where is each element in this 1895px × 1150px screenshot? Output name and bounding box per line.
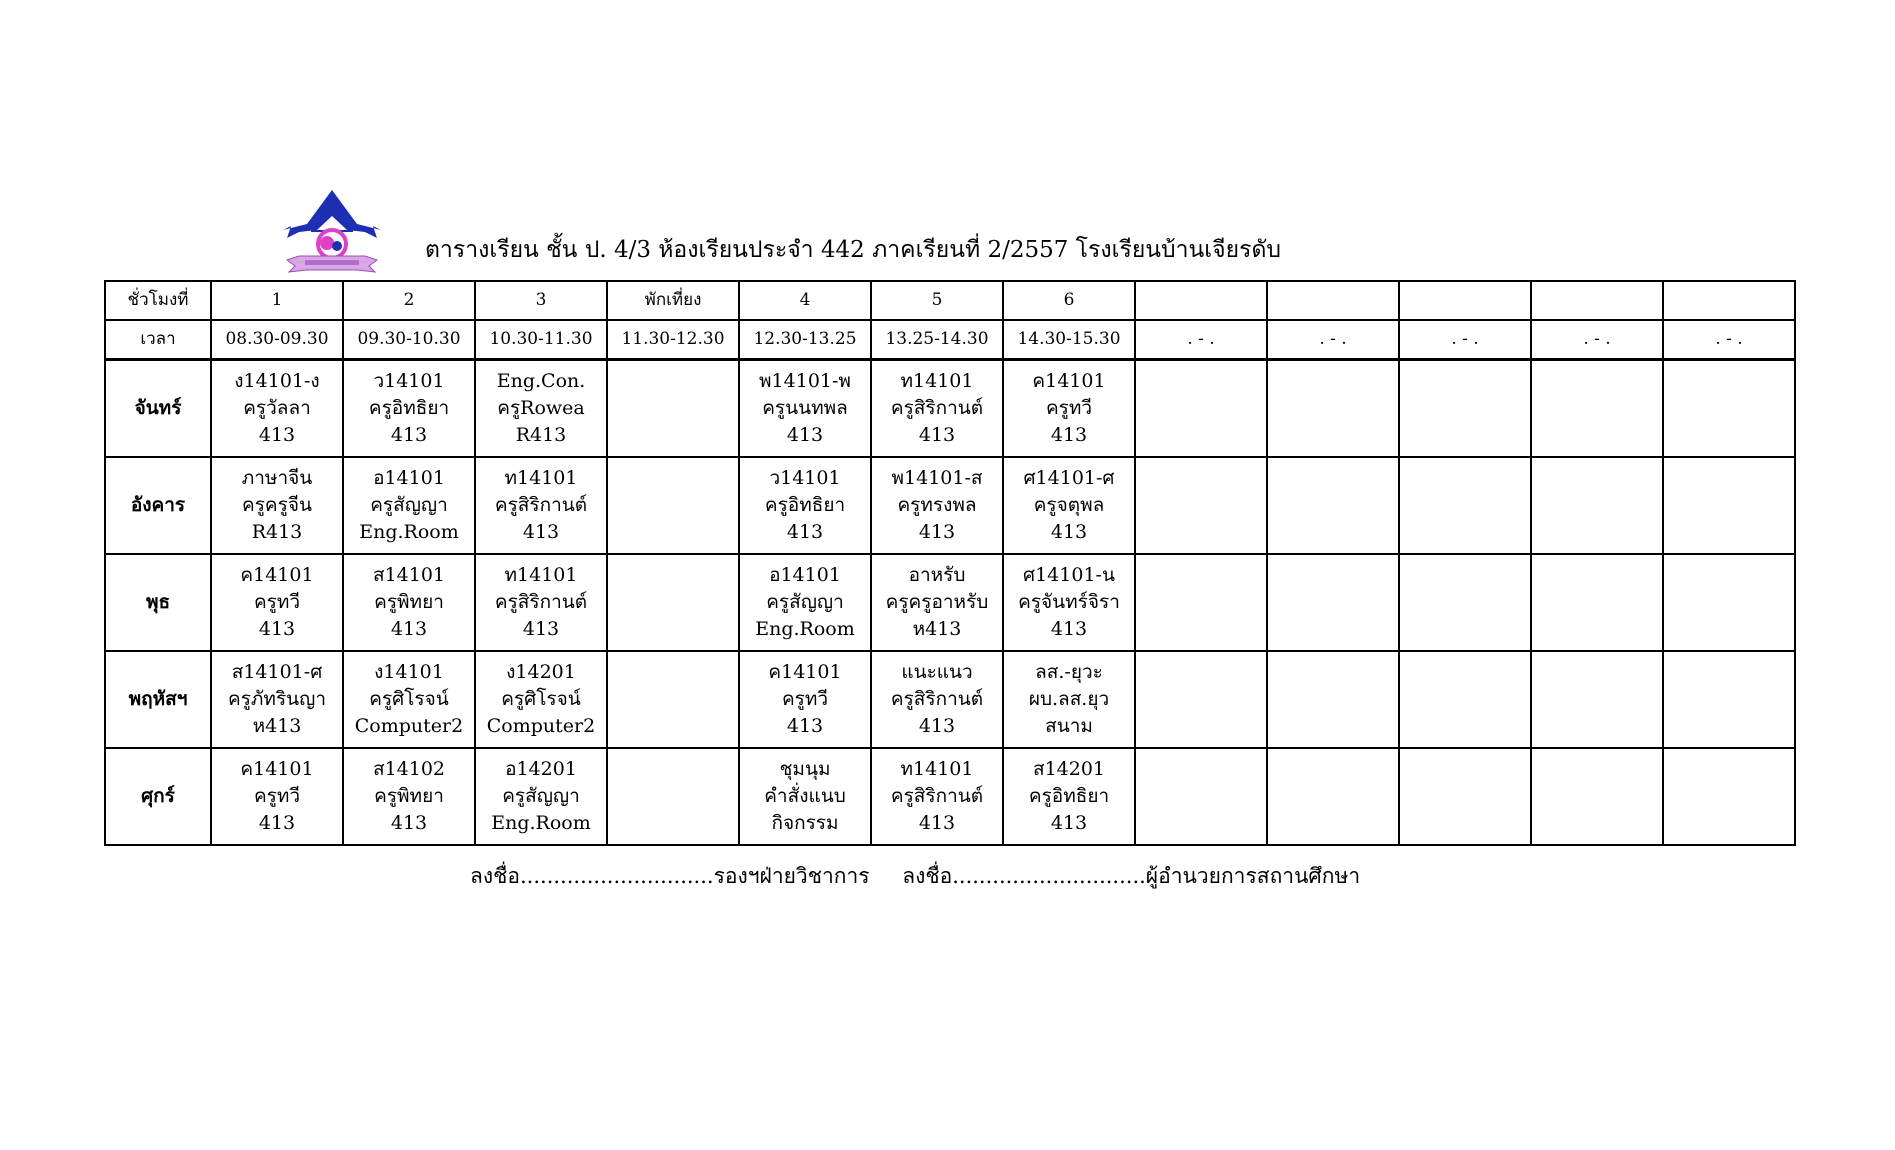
- period-header-cell: 1: [211, 281, 343, 320]
- schedule-table: [104, 280, 1796, 846]
- class-cell-line: Computer2: [486, 715, 596, 737]
- class-cell: [1267, 651, 1399, 748]
- class-cell-line: สนาม: [1045, 715, 1093, 737]
- class-cell-line: พ14101-ส: [891, 467, 983, 489]
- class-cell-line: 413: [786, 521, 824, 543]
- class-cell-line: ครูสิริกานต์: [890, 397, 984, 419]
- class-cell: [1003, 360, 1135, 458]
- day-row: [105, 360, 1795, 458]
- school-emblem-icon: [277, 186, 387, 276]
- class-cell: [739, 554, 871, 651]
- class-cell-line: ครูครูอาหรับ: [885, 591, 989, 613]
- day-row: [105, 554, 1795, 651]
- class-cell-line: 413: [390, 618, 428, 640]
- class-cell-line: ครูจันทร์จิรา: [1018, 591, 1120, 613]
- class-cell: [475, 554, 607, 651]
- class-cell: [1531, 651, 1663, 748]
- class-cell-line: ลส.-ยุวะ: [1035, 661, 1103, 683]
- class-cell: [1531, 457, 1663, 554]
- day-name: พุธ: [105, 554, 211, 651]
- class-cell-line: ครูภัทรินญา: [227, 688, 326, 710]
- class-cell: [475, 360, 607, 458]
- class-cell-line: ครูอิทธิยา: [764, 494, 846, 516]
- time-cell: . - .: [1399, 320, 1531, 360]
- time-cell: 08.30-09.30: [211, 320, 343, 360]
- class-cell-line: ครูทวี: [253, 591, 301, 613]
- class-cell-line: 413: [390, 812, 428, 834]
- class-cell-line: ครูครูจีน: [242, 494, 312, 516]
- class-cell: [1003, 651, 1135, 748]
- class-cell-line: ภาษาจีน: [241, 467, 313, 489]
- class-cell: [739, 748, 871, 845]
- time-cell: 12.30-13.25: [739, 320, 871, 360]
- time-cell: . - .: [1663, 320, 1795, 360]
- class-cell: [1003, 457, 1135, 554]
- class-cell: [475, 748, 607, 845]
- period-header-cell: [1663, 281, 1795, 320]
- class-cell: [607, 651, 739, 748]
- class-cell-line: ส14102: [372, 758, 446, 780]
- period-header-cell: 4: [739, 281, 871, 320]
- class-cell: [607, 554, 739, 651]
- time-cell: . - .: [1531, 320, 1663, 360]
- signature-academic: ลงชื่อ.............................รองฯฝ่ายวิชาการ: [470, 864, 870, 888]
- period-header-cell: [1135, 281, 1267, 320]
- class-cell-line: ครูสัญญา: [766, 591, 844, 613]
- period-header-cell: 3: [475, 281, 607, 320]
- class-cell: [1267, 748, 1399, 845]
- class-cell-line: ครูRowea: [497, 397, 585, 419]
- class-cell-line: ส14101: [372, 564, 446, 586]
- class-cell: [739, 457, 871, 554]
- class-cell-line: ครูทวี: [1045, 397, 1093, 419]
- class-cell-line: ชุมนุม: [779, 758, 831, 780]
- class-cell-line: 413: [1050, 424, 1088, 446]
- class-cell-line: 413: [1050, 618, 1088, 640]
- period-header-row: [105, 281, 1795, 320]
- class-cell-line: ห413: [912, 618, 962, 640]
- class-cell-line: ง14201: [506, 661, 576, 683]
- class-cell: [1399, 457, 1531, 554]
- class-cell-line: ง14101-ง: [234, 370, 320, 392]
- class-cell-line: Eng.Room: [359, 521, 459, 543]
- day-name: พฤหัสฯ: [105, 651, 211, 748]
- class-cell-line: 413: [918, 521, 956, 543]
- time-cell: 11.30-12.30: [607, 320, 739, 360]
- class-cell-line: พ14101-พ: [759, 370, 851, 392]
- class-cell: [211, 748, 343, 845]
- class-cell: [1135, 457, 1267, 554]
- time-row: [105, 320, 1795, 360]
- class-cell-line: ท14101: [900, 758, 974, 780]
- class-cell: [607, 457, 739, 554]
- class-cell: [475, 457, 607, 554]
- class-cell-line: 413: [918, 812, 956, 834]
- class-cell: [1399, 360, 1531, 458]
- class-cell-line: ท14101: [504, 564, 578, 586]
- class-cell-line: ครูสิริกานต์: [890, 688, 984, 710]
- class-cell: [1531, 360, 1663, 458]
- class-cell: [607, 360, 739, 458]
- class-cell: [1267, 360, 1399, 458]
- class-cell-line: ผบ.ลส.ยุว: [1028, 688, 1110, 710]
- class-cell-line: ท14101: [900, 370, 974, 392]
- period-header-cell: 2: [343, 281, 475, 320]
- class-cell-line: ครูอิทธิยา: [1028, 785, 1110, 807]
- signature-director: ลงชื่อ.............................ผู้อำนวยการสถานศึกษา: [902, 864, 1361, 888]
- class-cell-line: ค14101: [768, 661, 842, 683]
- class-cell-line: กิจกรรม: [771, 812, 839, 834]
- class-cell: [1003, 554, 1135, 651]
- class-cell: [1399, 651, 1531, 748]
- class-cell-line: แนะแนว: [901, 661, 973, 683]
- class-cell-line: ว14101: [373, 370, 445, 392]
- class-cell: [343, 748, 475, 845]
- class-cell-line: 413: [522, 521, 560, 543]
- day-row: [105, 748, 1795, 845]
- class-cell: [211, 651, 343, 748]
- class-cell: [1663, 360, 1795, 458]
- class-cell-line: ครูวัลลา: [243, 397, 311, 419]
- class-cell-line: ว14101: [769, 467, 841, 489]
- class-cell-line: R413: [251, 521, 303, 543]
- class-cell-line: ครูสัญญา: [370, 494, 448, 516]
- day-row: [105, 651, 1795, 748]
- class-cell: [475, 651, 607, 748]
- class-cell: [607, 748, 739, 845]
- class-cell: [739, 651, 871, 748]
- class-cell-line: ห413: [252, 715, 302, 737]
- period-header-cell: [1267, 281, 1399, 320]
- class-cell: [871, 651, 1003, 748]
- class-cell-line: 413: [522, 618, 560, 640]
- class-cell-line: ค14101: [1032, 370, 1106, 392]
- class-cell: [871, 748, 1003, 845]
- time-cell: . - .: [1135, 320, 1267, 360]
- class-cell-line: ครูพิทยา: [374, 591, 444, 613]
- class-cell-line: 413: [918, 715, 956, 737]
- day-name: ศุกร์: [105, 748, 211, 845]
- class-cell-line: ครูสัญญา: [502, 785, 580, 807]
- class-cell-line: ครูทวี: [781, 688, 829, 710]
- class-cell: [1135, 651, 1267, 748]
- class-cell-line: ครูทรงพล: [897, 494, 977, 516]
- class-cell: [1663, 748, 1795, 845]
- class-cell-line: 413: [258, 424, 296, 446]
- class-cell-line: ครูสิริกานต์: [890, 785, 984, 807]
- class-cell-line: ง14101: [374, 661, 444, 683]
- class-cell-line: ครูพิทยา: [374, 785, 444, 807]
- class-cell-line: ครูอิทธิยา: [368, 397, 450, 419]
- class-cell: [1399, 554, 1531, 651]
- class-cell-line: ครูสิริกานต์: [494, 591, 588, 613]
- signature-block: [470, 860, 1360, 893]
- class-cell-line: Computer2: [354, 715, 464, 737]
- class-cell-line: ค14101: [240, 758, 314, 780]
- class-cell: [871, 554, 1003, 651]
- class-cell: [871, 457, 1003, 554]
- class-cell-line: อ14101: [769, 564, 841, 586]
- period-header-label: ชั่วโมงที่: [105, 281, 211, 320]
- class-cell-line: 413: [1050, 812, 1088, 834]
- class-cell: [343, 360, 475, 458]
- class-cell-line: ส14101-ศ: [231, 661, 323, 683]
- class-cell-line: ศ14101-ศ: [1023, 467, 1115, 489]
- time-cell: 10.30-11.30: [475, 320, 607, 360]
- class-cell: [739, 360, 871, 458]
- period-header-cell: [1531, 281, 1663, 320]
- class-cell: [1135, 360, 1267, 458]
- class-cell-line: คำสั่งแนบ: [764, 785, 846, 807]
- class-cell-line: ครูศิโรจน์: [369, 688, 449, 710]
- class-cell-line: ส14201: [1032, 758, 1106, 780]
- class-cell: [343, 457, 475, 554]
- class-cell-line: Eng.Con.: [496, 370, 586, 392]
- class-cell: [1267, 554, 1399, 651]
- class-cell-line: ครูนนทพล: [762, 397, 848, 419]
- class-cell-line: อาหรับ: [908, 564, 966, 586]
- class-cell-line: ศ14101-น: [1023, 564, 1115, 586]
- class-cell: [1135, 748, 1267, 845]
- class-cell-line: ท14101: [504, 467, 578, 489]
- day-name: จันทร์: [105, 360, 211, 458]
- class-cell-line: Eng.Room: [491, 812, 591, 834]
- day-name: อังคาร: [105, 457, 211, 554]
- class-cell-line: ครูจตุพล: [1033, 494, 1105, 516]
- class-cell-line: อ14101: [373, 467, 445, 489]
- class-cell: [1267, 457, 1399, 554]
- period-header-cell: พักเที่ยง: [607, 281, 739, 320]
- class-cell-line: 413: [258, 618, 296, 640]
- class-cell: [1663, 457, 1795, 554]
- class-cell: [871, 360, 1003, 458]
- day-row: [105, 457, 1795, 554]
- class-cell: [343, 554, 475, 651]
- class-cell-line: 413: [786, 715, 824, 737]
- class-cell-line: 413: [258, 812, 296, 834]
- class-cell: [343, 651, 475, 748]
- time-cell: 13.25-14.30: [871, 320, 1003, 360]
- period-header-cell: [1399, 281, 1531, 320]
- class-cell-line: 413: [390, 424, 428, 446]
- class-cell-line: ครูศิโรจน์: [501, 688, 581, 710]
- class-cell: [1663, 651, 1795, 748]
- time-cell: . - .: [1267, 320, 1399, 360]
- period-header-cell: 5: [871, 281, 1003, 320]
- class-cell: [1663, 554, 1795, 651]
- page-title: ตารางเรียน ชั้น ป. 4/3 ห้องเรียนประจำ 442 ภาคเรียนที่ 2/2557 โรงเรียนบ้านเจียรดับ: [425, 237, 1281, 263]
- period-header-cell: 6: [1003, 281, 1135, 320]
- class-cell: [1003, 748, 1135, 845]
- class-cell-line: ครูทวี: [253, 785, 301, 807]
- class-cell: [1531, 748, 1663, 845]
- time-row-label: เวลา: [105, 320, 211, 360]
- time-cell: 09.30-10.30: [343, 320, 475, 360]
- class-cell: [211, 457, 343, 554]
- time-cell: 14.30-15.30: [1003, 320, 1135, 360]
- class-cell: [1531, 554, 1663, 651]
- class-cell: [211, 360, 343, 458]
- class-cell-line: 413: [786, 424, 824, 446]
- class-cell-line: อ14201: [505, 758, 577, 780]
- class-cell: [1135, 554, 1267, 651]
- class-cell-line: ค14101: [240, 564, 314, 586]
- class-cell-line: 413: [918, 424, 956, 446]
- class-cell-line: 413: [1050, 521, 1088, 543]
- class-cell-line: Eng.Room: [755, 618, 855, 640]
- class-cell-line: ครูสิริกานต์: [494, 494, 588, 516]
- class-cell: [211, 554, 343, 651]
- class-cell-line: R413: [515, 424, 567, 446]
- class-cell: [1399, 748, 1531, 845]
